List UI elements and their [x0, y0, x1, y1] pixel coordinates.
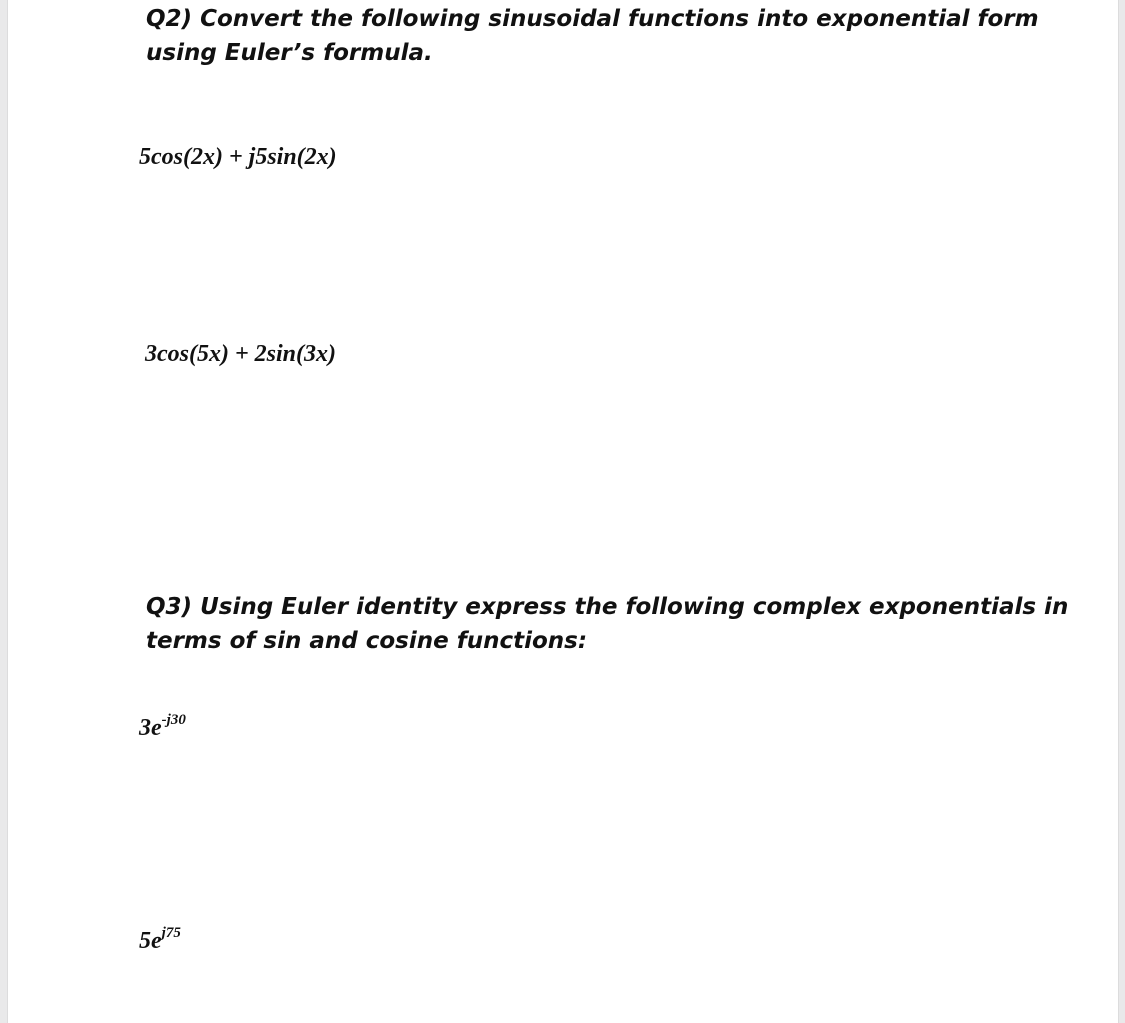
q3-heading	[146, 590, 1069, 658]
page-left-margin	[0, 0, 8, 1023]
q3-expression-2-base: 5e	[139, 928, 162, 954]
q2-expression-2: 3cos(5x) + 2sin(3x)	[145, 341, 336, 367]
q2-heading-line1: Q2) Convert the following sinusoidal functions into exponential form	[146, 6, 1039, 32]
q3-expression-2	[139, 927, 181, 955]
page-right-margin	[1118, 0, 1125, 1023]
q3-heading-line2: terms of sin and cosine functions:	[146, 628, 588, 654]
q2-heading-line2: using Euler’s formula.	[146, 40, 433, 66]
q3-expression-1-base: 3e	[139, 715, 162, 741]
q3-heading-line1: Q3) Using Euler identity express the following complex exponentials in	[146, 594, 1069, 620]
q2-heading	[146, 2, 1046, 70]
q2-expression-1: 5cos(2x) + j5sin(2x)	[139, 144, 337, 170]
q3-expression-2-exponent: j75	[161, 925, 181, 941]
q3-expression-1	[139, 714, 186, 742]
document-page	[8, 0, 1118, 1023]
q3-expression-1-exponent: -j30	[161, 712, 186, 728]
